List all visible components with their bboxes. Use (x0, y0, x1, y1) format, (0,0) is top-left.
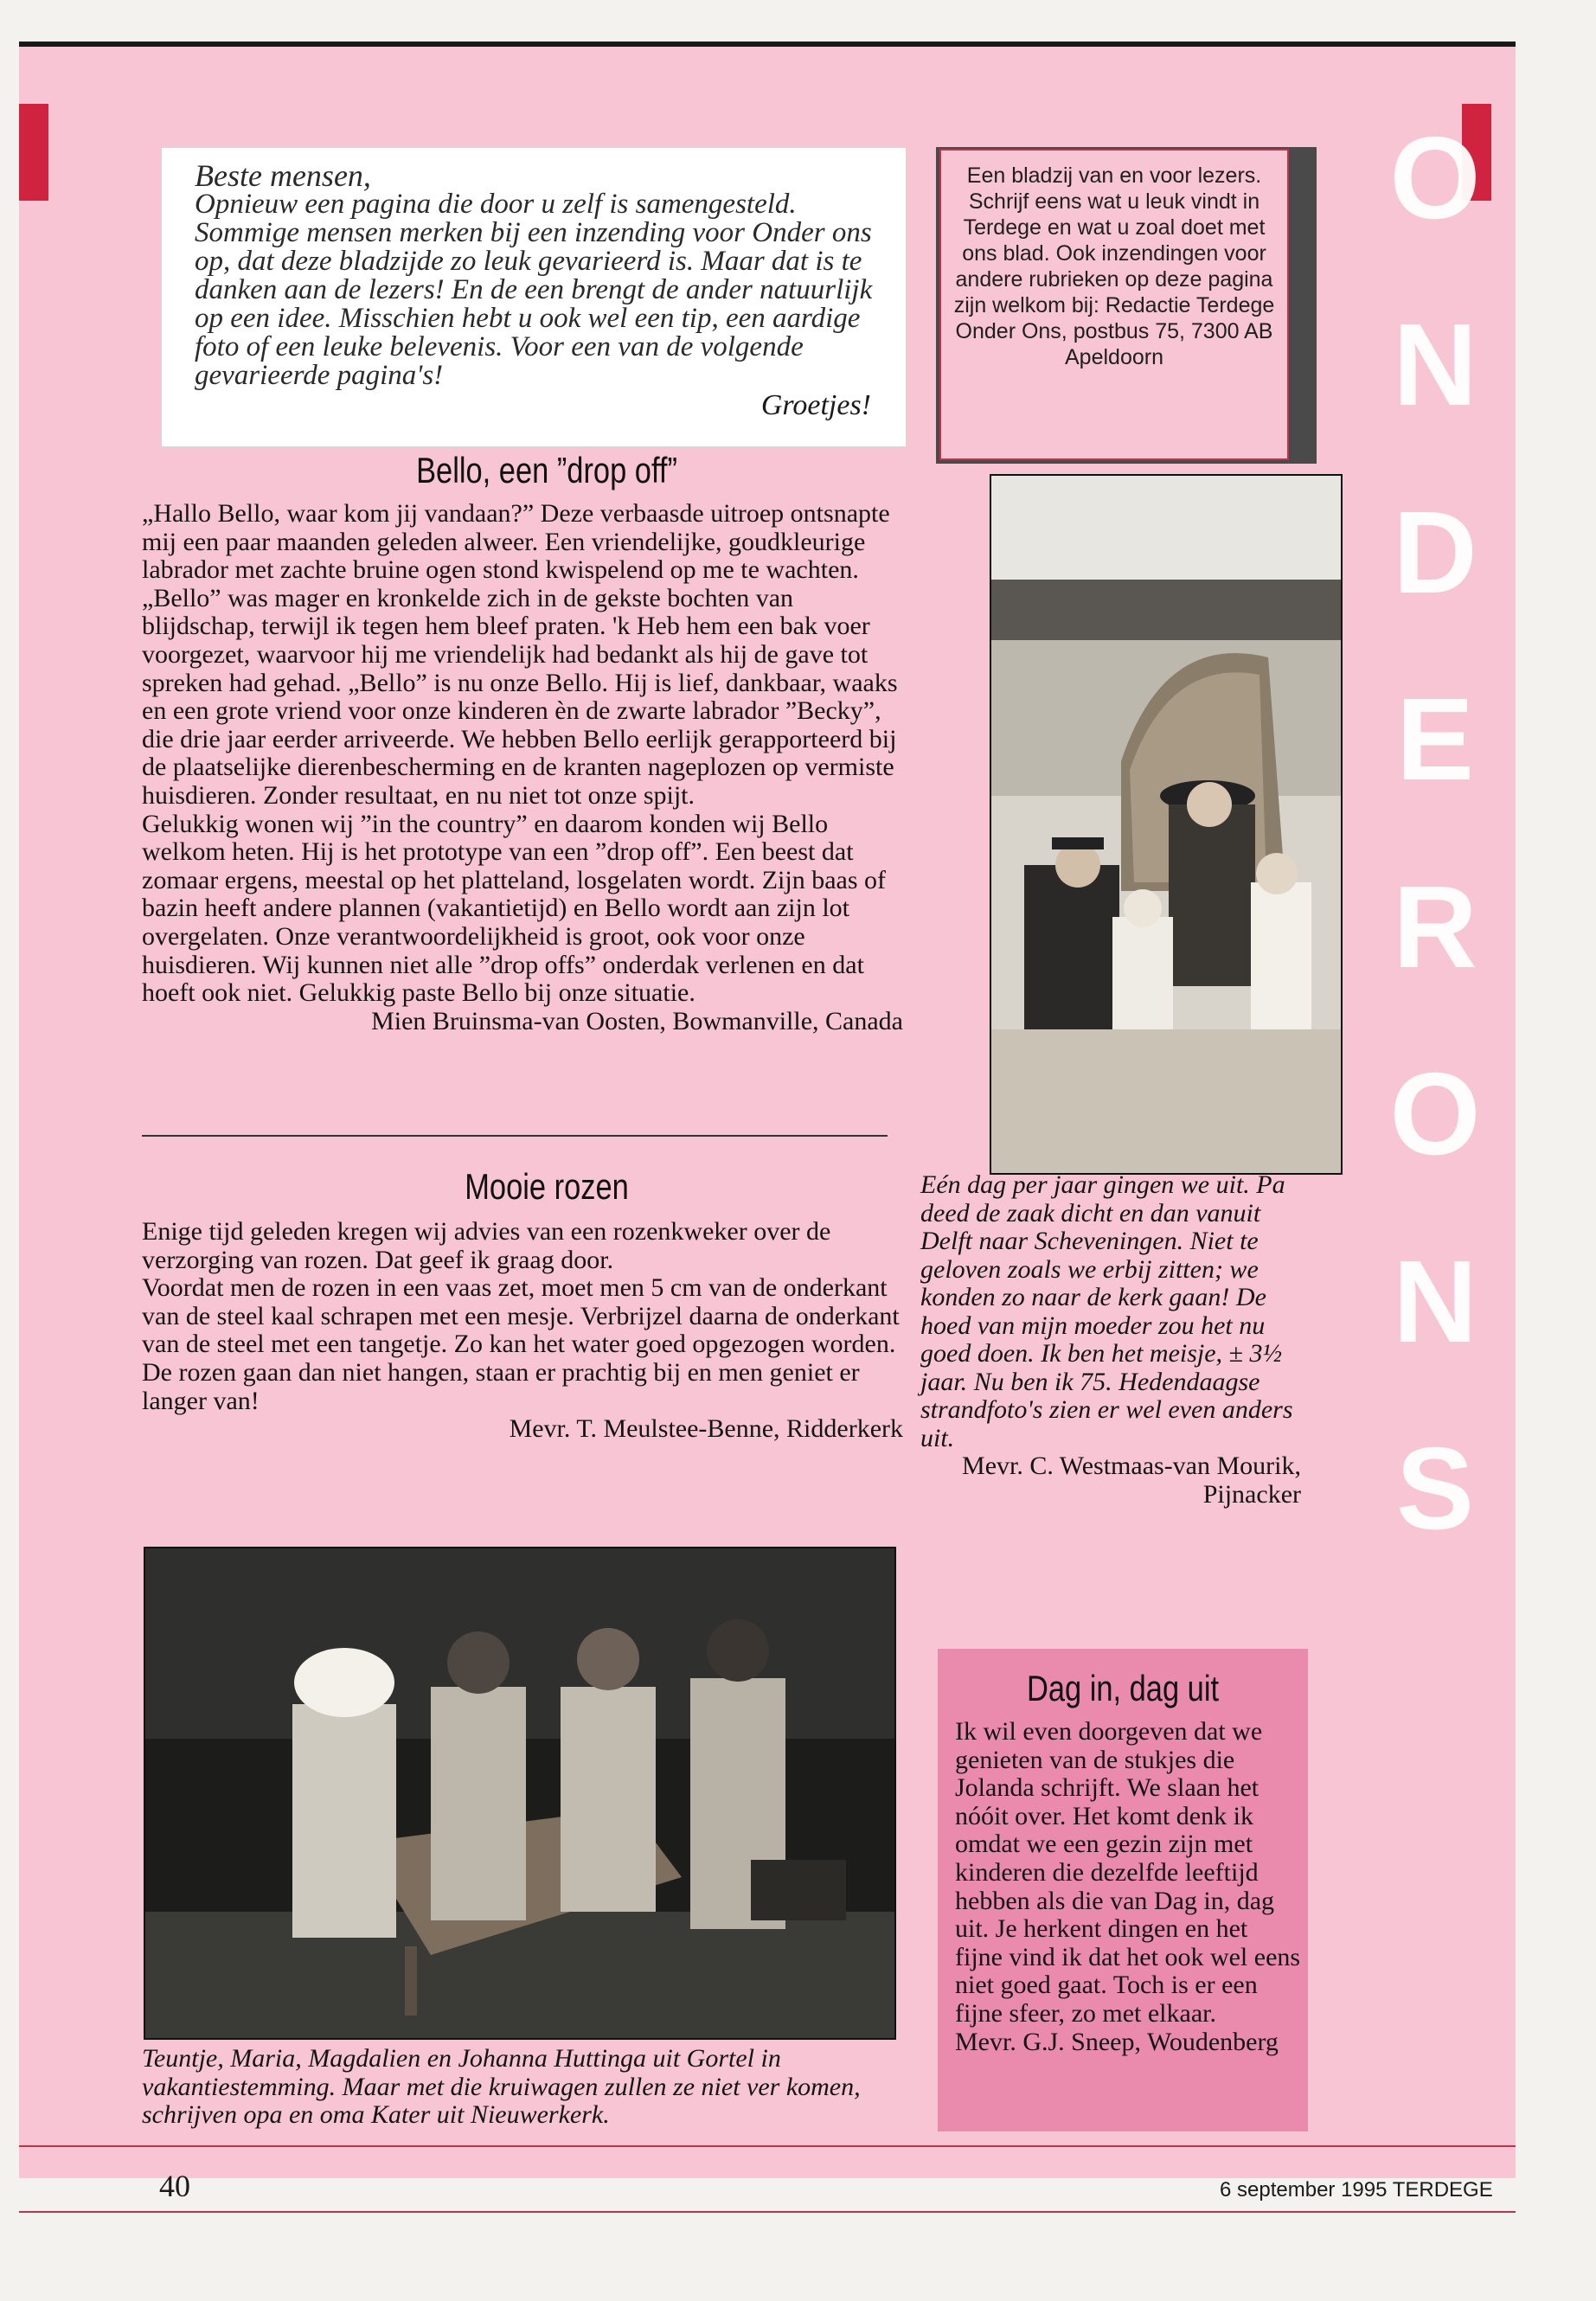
section-letter: S (1395, 1422, 1475, 1554)
beach-caption (920, 1171, 1301, 1509)
intro-greeting: Beste mensen, (195, 158, 371, 193)
intro-text: Opnieuw een pagina die door u zelf is samengesteld. Sommige mensen merken bij een inzending voor Onder ons op, dat deze bladzijde zo leuk gevarieerd is. Maar dat is te danken aan de lezers! En de een brengt de ander natuurlijk op een idee. Misschien hebt u ook wel een tip, een aardige foto of een leuke belevenis. Voor een van de volgende gevarieerde pagina's! (195, 189, 873, 391)
footer-rule-bottom (19, 2211, 1516, 2213)
info-box: Een bladzij van en voor lezers. Schrijf eens wat u leuk vindt in Terdege en wat u zoal doet met ons blad. Ook inzendingen voor andere rubrieken op deze pagina zijn welkom bij: Redactie Terdege Onder Ons, postbus 75, 7300 AB Apeldoorn (939, 149, 1289, 460)
dag-in-dag-uit-box (938, 1649, 1308, 2131)
beach-caption-author: Mevr. C. Westmaas-van Mourik, Pijnacker (962, 1452, 1301, 1509)
beach-caption-text: Eén dag per jaar gingen we uit. Pa deed de zaak dicht en dan vanuit Delft naar Scheveningen. Niet te geloven zoals we erbij zitten; we konden zo naar de kerk gaan! De hoed van mijn moeder zou het nu goed doen. Ik ben het meisje, ± 3½ jaar. Nu ben ik 75. Hedendaagse strandfoto's zien er wel even anders uit. (920, 1170, 1293, 1452)
section-letter: R (1393, 861, 1477, 992)
section-letter: E (1395, 674, 1475, 805)
footer-rule-top (19, 2145, 1516, 2147)
article-paragraph: De rozen gaan dan niet hangen, staan er prachtig bij en men geniet er langer van! (142, 1357, 860, 1415)
intro-box (161, 147, 907, 447)
article-rozen (142, 1218, 903, 1444)
garden-photo (144, 1547, 896, 2040)
page-number: 40 (159, 2169, 190, 2203)
article-title-bello: Bello, een ”drop off” (416, 450, 677, 490)
beach-photo (990, 474, 1343, 1175)
article-paragraph: Gelukkig wonen wij ”in the country” en daarom konden wij Bello welkom heten. Hij is het prototype van een ”drop off”. Een beest dat zomaar ergens, meestal op het platteland, losgelaten wordt. Zijn baas of bazin heeft andere plannen (vakantietijd) en Bello wordt aan zijn lot overgelaten. Onze verantwoordelijkheid is groot, ook voor onze huisdieren. Wij kunnen niet alle ”drop offs” onderdak verlenen en dat hoeft ook niet. Gelukkig paste Bello bij onze situatie. (142, 809, 886, 1008)
section-letter: N (1393, 1235, 1477, 1367)
magazine-page (19, 42, 1516, 2203)
issue-info: 6 september 1995 TERDEGE (1220, 2178, 1493, 2202)
section-letter: D (1393, 486, 1477, 618)
article-paragraph: „Hallo Bello, waar kom jij vandaan?” Deze verbaasde uitroep ontsnapte mij een paar maanden geleden alweer. Een vriendelijke, goudkleurige labrador met zachte bruine ogen stond kwispelend op me te wachten. „Bello” was mager en kronkelde zich in de gekste bochten van blijdschap, terwijl ik tegen hem bleef praten. 'k Heb hem een bak voer voorgezet, waarvoor hij me vriendelijk had bedankt als hij de gave tot spreken had gehad. „Bello” is nu onze Bello. Hij is lief, dankbaar, waaks en een grote vriend voor onze kinderen èn de zwarte labrador ”Becky”, die drie jaar eerder arriveerde. We hebben Bello eerlijk gerapporteerd bij de plaatselijke dierenbescherming en de kranten nageplozen op vermiste huisdieren. Zonder resultaat, en nu niet tot onze spijt. (142, 499, 898, 810)
section-letter: O (1389, 112, 1481, 243)
article-paragraph: Enige tijd geleden kregen wij advies van een rozenkweker over de verzorging van rozen. Dat geef ik graag door. (142, 1217, 831, 1274)
article-author: Mevr. G.J. Sneep, Woudenberg (955, 2027, 1279, 2056)
section-letter: O (1389, 1048, 1481, 1180)
article-author: Mien Bruinsma-van Oosten, Bowmanville, Canada (371, 1006, 903, 1035)
top-border (19, 42, 1516, 47)
article-title-rozen: Mooie rozen (465, 1166, 629, 1207)
section-title-vertical (1379, 112, 1491, 1554)
article-dag-in-dag-uit (955, 1718, 1301, 2056)
article-title-dag-in-dag-uit: Dag in, dag uit (1026, 1668, 1220, 1708)
article-author: Mevr. T. Meulstee-Benne, Ridderkerk (509, 1414, 903, 1444)
divider (142, 1135, 888, 1137)
article-paragraph: Voordat men de rozen in een vaas zet, moet men 5 cm van de onderkant van de steel kaal schrapen met een mesje. Verbrijzel daarna de onderkant van de steel met een tangetje. Zo kan het water goed opgezogen worden. (142, 1273, 900, 1359)
garden-caption: Teuntje, Maria, Magdalien en Johanna Huttinga uit Gortel in vakantiestemming. Maar met die kruiwagen zullen ze niet ver komen, schrijven opa en oma Kater uit Nieuwerkerk. (142, 2044, 861, 2129)
left-red-tab (19, 104, 48, 201)
article-paragraph: Ik wil even doorgeven dat we genieten van de stukjes die Jolanda schrijft. We slaan het nóóit over. Het komt denk ik omdat we een gezin zijn met kinderen die dezelfde leeftijd hebben als die van Dag in, dag uit. Je herkent dingen en het fijne vind ik dat het ook wel eens niet goed gaat. Toch is er een fijne sfeer, zo met elkaar. (955, 1717, 1301, 2028)
article-bello (142, 500, 903, 1035)
section-letter: N (1393, 299, 1477, 431)
intro-signoff: Groetjes! (760, 389, 871, 421)
